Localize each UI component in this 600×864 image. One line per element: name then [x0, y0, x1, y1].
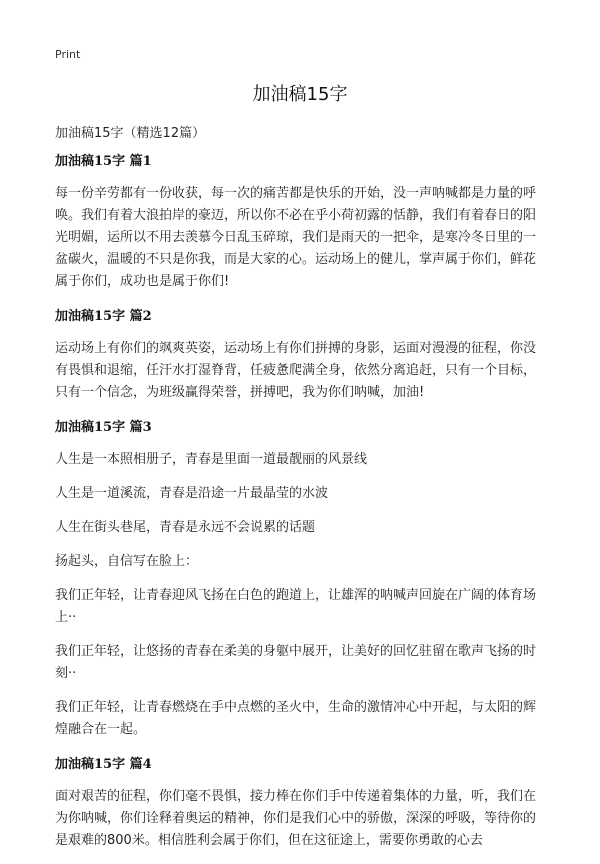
- section-heading: 加油稿15字 篇4: [55, 757, 152, 772]
- section-heading: 加油稿15字 篇2: [55, 309, 152, 324]
- paragraph: 人生是一道溪流，青春是沿途一片最晶莹的水波: [55, 486, 329, 501]
- section-heading: 加油稿15字 篇1: [55, 154, 152, 169]
- section-heading: 加油稿15字 篇3: [55, 420, 152, 435]
- paragraph: 我们正年轻，让悠扬的青春在柔美的身躯中展开，让美好的回忆驻留在歌声飞扬的时刻··: [55, 644, 537, 681]
- section-4: [55, 753, 548, 852]
- section-1: [55, 150, 548, 293]
- paragraph: 运动场上有你们的飒爽英姿，运动场上有你们拼搏的身影，运面对漫漫的征程，你没有畏惧和退缩，任汗水打湿脊背，任疲惫爬满全身，依然分离追赶，只有一个目标，只有一个信念，为班级赢得荣誉，拼搏吧，我为你们呐喊，加油!: [55, 341, 537, 400]
- paragraph: 人生在街头巷尾，青春是永远不会说累的话题: [55, 520, 316, 535]
- print-label: Print: [55, 48, 81, 61]
- paragraph: 人生是一本照相册子，青春是里面一道最靓丽的风景线: [55, 452, 368, 467]
- paragraph: 我们正年轻，让青春迎风飞扬在白色的跑道上，让雄浑的呐喊声回旋在广阔的体育场上··: [55, 588, 537, 625]
- paragraph: 面对艰苦的征程，你们毫不畏惧，接力棒在你们手中传递着集体的力量，听，我们在为你呐喊，你们诠释着奥运的精神，你们是我们心中的骄傲，深深的呼吸，等待你的是艰难的800米。相信胜利会属于你们，但在这征途上，需要你勇敢的心去: [55, 789, 537, 848]
- document-content: [55, 150, 548, 864]
- paragraph: 每一份辛劳都有一份收获，每一次的痛苦都是快乐的开始，没一声呐喊都是力量的呼唤。我们有着大浪拍岸的豪迈，所以你不必在乎小荷初露的恬静，我们有着春日的阳光明媚，运所以不用去羡慕今日乱玉碎琼，我们是雨天的一把伞，是寒冷冬日里的一盆碳火，温暖的不只是你我，而是大家的心。运动场上的健儿，掌声属于你们，鲜花属于你们，成功也是属于你们!: [55, 186, 537, 289]
- paragraph: 我们正年轻，让青春燃烧在手中点燃的圣火中，生命的激情冲心中开起，与太阳的辉煌融合在一起。: [55, 700, 537, 737]
- document-subtitle: 加油稿15字（精选12篇）: [55, 126, 206, 141]
- section-3: [55, 416, 548, 741]
- section-2: [55, 305, 548, 404]
- paragraph: 扬起头，自信写在脸上：: [55, 554, 199, 569]
- document-title: 加油稿15字: [252, 84, 348, 105]
